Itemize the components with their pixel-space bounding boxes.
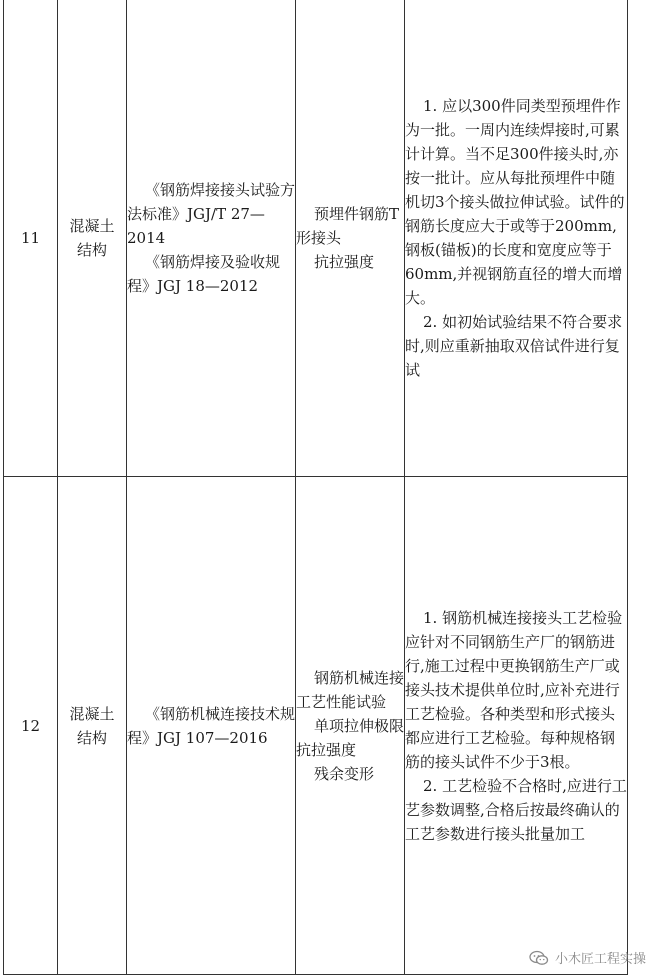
test-item-text: 钢筋机械连接工艺性能试验 bbox=[296, 668, 405, 711]
wechat-icon bbox=[529, 950, 549, 966]
standard-text: 《钢筋机械连接技术规程》JGJ 107—2016 bbox=[127, 704, 296, 747]
test-item-text: 残余变形 bbox=[314, 764, 375, 783]
standard-text: 《钢筋焊接及验收规程》JGJ 18—2012 bbox=[127, 252, 281, 295]
category-line: 混凝土 bbox=[69, 216, 115, 235]
standard-cell bbox=[127, 477, 296, 975]
test-item-text: 预埋件钢筋T形接头 bbox=[296, 204, 400, 247]
category-line: 混凝土 bbox=[69, 704, 115, 723]
watermark bbox=[529, 948, 646, 967]
test-item-text: 单项拉伸极限抗拉强度 bbox=[296, 716, 405, 759]
test-item-text: 抗拉强度 bbox=[314, 252, 375, 271]
row-number: 11 bbox=[4, 0, 58, 477]
requirement-text: 2. 如初始试验结果不符合要求时,则应重新抽取双倍试件进行复试 bbox=[405, 312, 623, 379]
requirement-text: 2. 工艺检验不合格时,应进行工艺参数调整,合格后按最终确认的工艺参数进行接头批量加工 bbox=[405, 776, 627, 843]
standard-text: 《钢筋焊接接头试验方法标准》JGJ/T 27—2014 bbox=[127, 180, 296, 247]
table-row bbox=[4, 0, 628, 477]
test-item-cell bbox=[296, 477, 405, 975]
test-item-cell bbox=[296, 0, 405, 477]
spec-table bbox=[3, 0, 628, 975]
standard-cell bbox=[127, 0, 296, 477]
requirement-text: 1. 钢筋机械连接接头工艺检验应针对不同钢筋生产厂的钢筋进行,施工过程中更换钢筋生产厂或接头技术提供单位时,应补充进行工艺检验。各种类型和形式接头都应进行工艺检验。每种规格钢筋的接头试件不少于3根。 bbox=[405, 608, 623, 771]
table-row bbox=[4, 477, 628, 975]
category-line: 结构 bbox=[76, 240, 107, 259]
category-cell bbox=[58, 0, 127, 477]
requirement-cell bbox=[405, 477, 628, 975]
requirement-text: 1. 应以300件同类型预埋件作为一批。一周内连续焊接时,可累计计算。当不足300件接头时,亦按一批计。应从每批预埋件中随机切3个接头做拉伸试验。试件的钢筋长度应大于或等于200mm,钢板(锚板)的长度和宽度应等于60mm,并视钢筋直径的增大而增大。 bbox=[405, 96, 625, 307]
category-line: 结构 bbox=[76, 728, 107, 747]
category-cell bbox=[58, 477, 127, 975]
requirement-cell bbox=[405, 0, 628, 477]
watermark-text: 小木匠工程实操 bbox=[554, 952, 646, 967]
row-number: 12 bbox=[4, 477, 58, 975]
